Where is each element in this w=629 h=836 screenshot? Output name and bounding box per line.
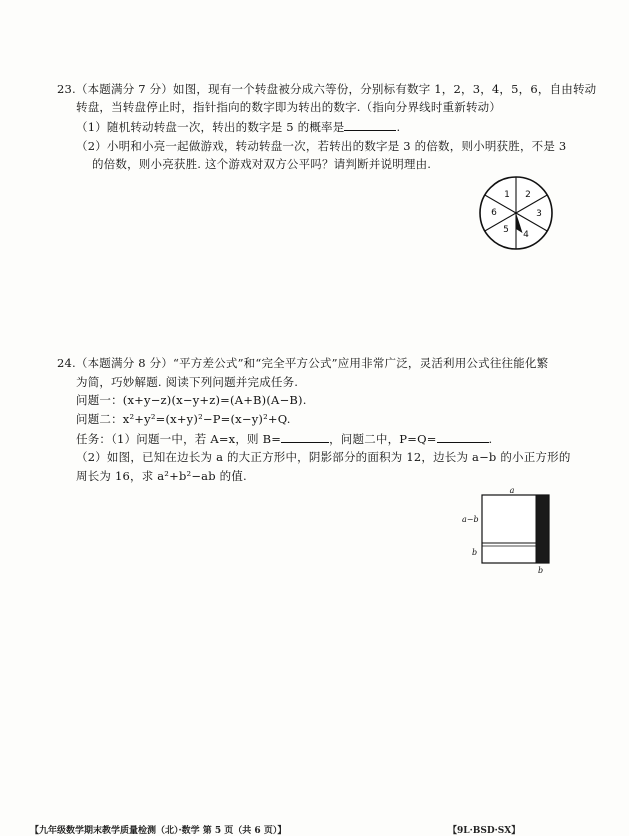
- q23-answer-blank[interactable]: [344, 119, 396, 131]
- spinner-number-1: 1: [504, 190, 510, 200]
- q24-line1: 24.（本题满分 8 分）“平方差公式”和“完全平方公式”应用非常广泛，灵活利用公式往往能化繁: [57, 356, 549, 370]
- q23-sub2-line2: 的倍数，则小亮获胜. 这个游戏对双方公平吗？请判断并说明理由.: [92, 157, 432, 171]
- spinner-number-4: 4: [523, 230, 529, 240]
- q24-task: [76, 431, 492, 447]
- spinner-number-2: 2: [525, 190, 531, 200]
- q24-sub2-line1: （2）如图，已知在边长为 a 的大正方形中，阴影部分的面积为 12，边长为 a−b 的小正方形的: [76, 450, 571, 464]
- fig-label-bottom-right: b: [538, 566, 544, 575]
- q24-problem2: 问题二：x²+y²=(x+y)²−P=(x−y)²+Q.: [76, 412, 291, 426]
- q24-sub2-line2: 周长为 16，求 a²+b²−ab 的值.: [76, 469, 247, 483]
- q24-problem1: 问题一：(x+y−z)(x−y+z)=(A+B)(A−B).: [76, 393, 307, 407]
- fig-label-left-upper: a−b: [462, 515, 479, 524]
- q24-task-middle: ，问题二中，P=Q=: [329, 432, 437, 446]
- footer-right: 【9L·BSD·SX】: [448, 826, 521, 836]
- spinner-figure: [478, 175, 554, 251]
- q24-task-suffix: .: [488, 432, 493, 446]
- q23-sub2-line1: （2）小明和小亮一起做游戏，转动转盘一次，若转出的数字是 3 的倍数，则小明获胜，不是 3: [76, 139, 567, 153]
- q23-sub1-suffix: .: [396, 120, 401, 134]
- q23-line1: 23.（本题满分 7 分）如图，现有一个转盘被分成六等份，分别标有数字 1，2，3，4，5，6，自由转动: [57, 82, 597, 96]
- spinner-number-6: 6: [491, 208, 497, 218]
- q24-task-text: 任务：（1）问题一中，若 A=x，则 B=: [76, 432, 282, 446]
- square-figure: [460, 485, 560, 575]
- q23-sub1-text: （1）随机转动转盘一次，转出的数字是 5 的概率是: [76, 120, 345, 134]
- footer-left: 【九年级数学期末教学质量检测（北）·数学 第 5 页（共 6 页）】: [30, 826, 287, 836]
- shaded-strip: [536, 495, 549, 563]
- q24-blank-b[interactable]: [281, 431, 329, 443]
- spinner-number-3: 3: [536, 209, 542, 219]
- q24-blank-pq[interactable]: [437, 431, 489, 443]
- fig-label-top: a: [509, 486, 515, 495]
- spinner-number-5: 5: [503, 225, 509, 235]
- fig-label-left-lower: b: [472, 548, 478, 557]
- q23-line2: 转盘，当转盘停止时，指针指向的数字即为转出的数字.（指向分界线时重新转动）: [76, 100, 502, 114]
- q23-sub1: [76, 119, 400, 135]
- q24-line2: 为简，巧妙解题. 阅读下列问题并完成任务.: [76, 375, 299, 389]
